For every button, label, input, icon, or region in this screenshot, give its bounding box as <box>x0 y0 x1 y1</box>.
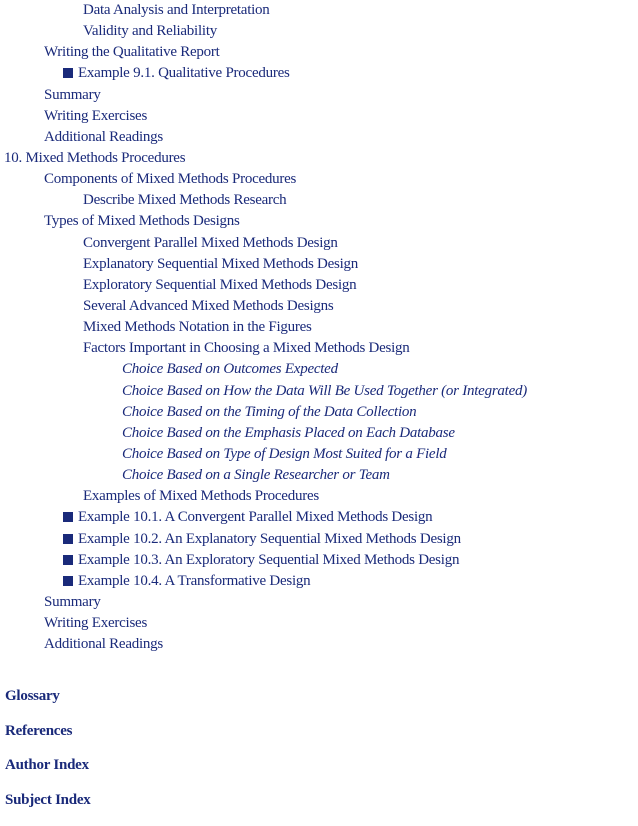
toc-entry-label: Additional Readings <box>44 636 163 653</box>
toc-entry-label: Example 10.3. An Exploratory Sequential Mixed Methods Design <box>78 551 460 568</box>
square-bullet-icon <box>63 534 73 544</box>
toc-section-link[interactable] <box>0 486 638 507</box>
toc-entry-label: Summary <box>44 593 101 610</box>
toc-entry-label: Validity and Reliability <box>83 23 217 40</box>
square-bullet-icon <box>63 512 73 522</box>
toc-entry-label: Example 9.1. Qualitative Procedures <box>78 65 290 82</box>
toc-entry-label: Exploratory Sequential Mixed Methods Design <box>83 276 357 293</box>
toc-entry-label: Describe Mixed Methods Research <box>83 192 287 209</box>
toc-example-link[interactable] <box>0 529 638 550</box>
toc-section-link[interactable] <box>0 592 638 613</box>
toc-section-link[interactable] <box>0 296 638 317</box>
toc-entry-label: Summary <box>44 86 101 103</box>
toc-section-link[interactable] <box>0 465 638 486</box>
toc-entry-label: Examples of Mixed Methods Procedures <box>83 488 319 505</box>
toc-section-link[interactable] <box>0 423 638 444</box>
toc-section-link[interactable] <box>0 233 638 254</box>
toc-entry-label: Writing Exercises <box>44 615 148 632</box>
toc-section-link[interactable] <box>0 444 638 465</box>
toc-section-link[interactable] <box>0 381 638 402</box>
toc-link-author-index[interactable]: Author Index <box>5 757 89 773</box>
toc-entry-label: Explanatory Sequential Mixed Methods Design <box>83 255 359 272</box>
toc-entry-label: Components of Mixed Methods Procedures <box>44 171 297 188</box>
toc-entry-label: Choice Based on Type of Design Most Suited for a Field <box>122 445 447 462</box>
toc-entry-label: Example 10.4. A Transformative Design <box>78 572 311 589</box>
toc-chapter-link[interactable] <box>0 148 638 169</box>
toc-entry-label: Mixed Methods Notation in the Figures <box>83 319 312 336</box>
toc-section-link[interactable] <box>0 254 638 275</box>
toc-entry-label: Choice Based on How the Data Will Be Used Together (or Integrated) <box>122 382 527 399</box>
toc-entry-label: Choice Based on a Single Researcher or Team <box>122 467 390 484</box>
toc-section-link[interactable] <box>0 613 638 634</box>
toc-section-link[interactable] <box>0 338 638 359</box>
toc-section-link[interactable] <box>0 275 638 296</box>
toc-section-link[interactable] <box>0 211 638 232</box>
toc-entry-label: Convergent Parallel Mixed Methods Design <box>83 234 338 251</box>
toc-link-glossary[interactable]: Glossary <box>5 688 60 704</box>
toc-entry-label: Writing the Qualitative Report <box>44 44 220 61</box>
toc-example-link[interactable] <box>0 507 638 528</box>
toc-link-subject-index[interactable]: Subject Index <box>5 792 91 808</box>
toc-section-link[interactable] <box>0 85 638 106</box>
toc-section-link[interactable] <box>0 21 638 42</box>
toc-section-link[interactable] <box>0 402 638 423</box>
toc-example-link[interactable] <box>0 550 638 571</box>
square-bullet-icon <box>63 555 73 565</box>
toc-entry-label: Writing Exercises <box>44 107 148 124</box>
toc-section-link[interactable] <box>0 106 638 127</box>
toc-section-link[interactable] <box>0 127 638 148</box>
toc-section-link[interactable] <box>0 190 638 211</box>
toc-section-link[interactable] <box>0 169 638 190</box>
toc-entry-label: Choice Based on the Timing of the Data Collection <box>122 403 417 420</box>
toc-link-references[interactable]: References <box>5 723 73 739</box>
toc-entry-label: Example 10.1. A Convergent Parallel Mixed Methods Design <box>78 509 433 526</box>
toc-entry-label: Choice Based on the Emphasis Placed on Each Database <box>122 424 455 441</box>
toc-example-link[interactable] <box>0 571 638 592</box>
toc-entry-label: Data Analysis and Interpretation <box>83 2 270 18</box>
toc-entry-label: Example 10.2. An Explanatory Sequential Mixed Methods Design <box>78 530 461 547</box>
toc-section-link[interactable] <box>0 359 638 380</box>
toc-entry-label: Choice Based on Outcomes Expected <box>122 361 338 378</box>
toc-section-link[interactable] <box>0 634 638 655</box>
toc-entry-label: 10. Mixed Methods Procedures <box>4 149 186 166</box>
toc-entry-label: Additional Readings <box>44 128 163 145</box>
toc-section-link[interactable] <box>0 317 638 338</box>
toc-section-link[interactable] <box>0 0 638 21</box>
toc-example-link[interactable] <box>0 63 638 84</box>
toc-entry-label: Factors Important in Choosing a Mixed Methods Design <box>83 340 410 357</box>
toc-section-link[interactable] <box>0 42 638 63</box>
square-bullet-icon <box>63 576 73 586</box>
square-bullet-icon <box>63 68 73 78</box>
toc-entry-label: Types of Mixed Methods Designs <box>44 213 240 230</box>
toc-entry-label: Several Advanced Mixed Methods Designs <box>83 297 334 314</box>
